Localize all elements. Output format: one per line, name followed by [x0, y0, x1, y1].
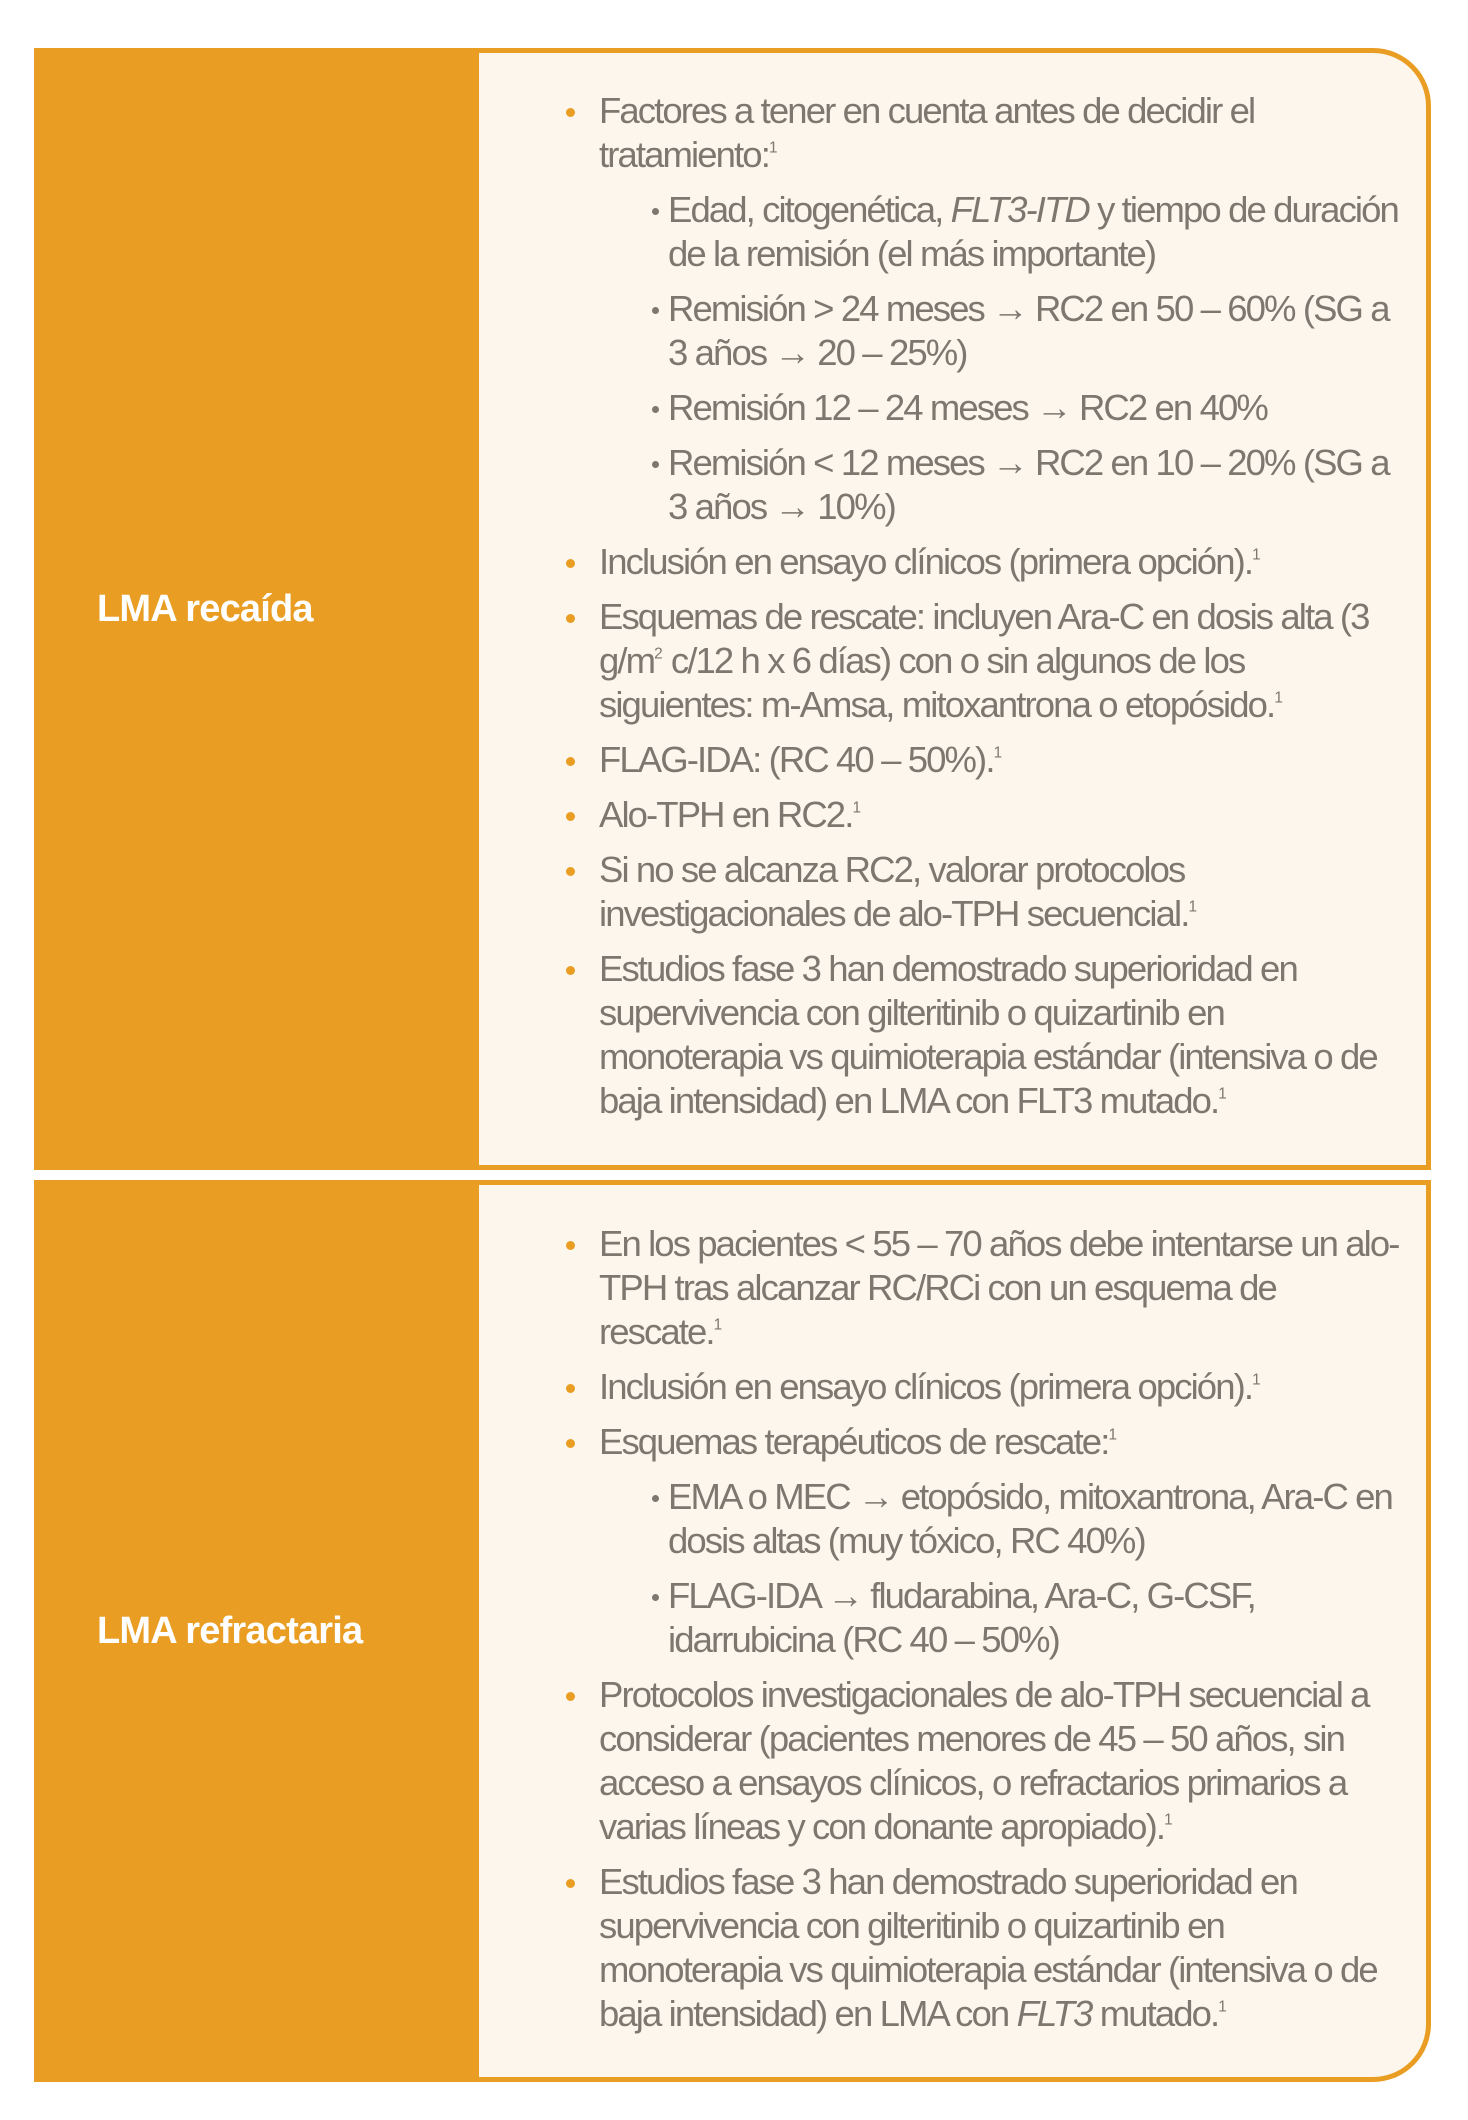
reference-superscript: 1 [852, 799, 861, 817]
section-content [479, 53, 1426, 1165]
text-run: Estudios fase 3 han demostrado superioridad en supervivencia con gilteritinib o quizartinib en monoterapia vs quimioterapia estándar (intensiva o de baja intensidad) en LMA con FLT3 mutado. [599, 948, 1377, 1121]
sub-list [599, 1475, 1402, 1662]
reference-superscript: 1 [1218, 1998, 1227, 2016]
list-item [566, 1222, 1402, 1354]
text-run: En los pacientes < 55 – 70 años debe intentarse un alo-TPH tras alcanzar RC/RCi con un esquema de rescate. [599, 1223, 1399, 1352]
list-item [566, 540, 1402, 584]
reference-superscript: 1 [1274, 689, 1283, 707]
text-run: Si no se alcanza RC2, valorar protocolos investigacionales de alo-TPH secuencial. [599, 849, 1189, 934]
section-content [479, 1185, 1426, 2077]
text-run: Inclusión en ensayo clínicos (primera opción). [599, 541, 1253, 582]
list-item [566, 595, 1402, 727]
reference-superscript: 1 [1218, 1085, 1227, 1103]
text-run: Edad, citogenética, [668, 189, 951, 230]
text-run: Factores a tener en cuenta antes de decidir el tratamiento: [599, 90, 1255, 175]
sub-list-item [566, 188, 1402, 276]
sub-list-item [566, 1475, 1402, 1563]
bullet-list [566, 89, 1402, 1123]
list-item [566, 1365, 1402, 1409]
sub-list-item [566, 1574, 1402, 1662]
reference-superscript: 1 [1252, 1371, 1261, 1389]
text-run: FLAG-IDA: (RC 40 – 50%). [599, 739, 994, 780]
reference-superscript: 1 [713, 1316, 723, 1334]
text-run: y tiempo de duración de la remisión (el más importante) [668, 189, 1398, 274]
text-run: Inclusión en ensayo clínicos (primera opción). [599, 1366, 1253, 1407]
text-run: Estudios fase 3 han demostrado superioridad en supervivencia con gilteritinib o quizartinib en monoterapia vs quimioterapia estándar (intensiva o de baja intensidad) en LMA con [599, 1861, 1377, 2034]
reference-superscript: 1 [1164, 1811, 1173, 1829]
list-item [566, 848, 1402, 936]
text-run: FLAG-IDA → fludarabina, Ara-C, G-CSF, idarrubicina (RC 40 – 50%) [668, 1575, 1255, 1660]
sub-list-item [566, 441, 1402, 529]
section-card-lma-refractaria [34, 1180, 1431, 2082]
section-header [39, 1185, 479, 2077]
list-item [566, 1860, 1402, 2036]
text-run: EMA o MEC → etopósido, mitoxantrona, Ara-C en dosis altas (muy tóxico, RC 40%) [668, 1476, 1392, 1561]
sub-list-item [566, 386, 1402, 430]
text-run: Esquemas terapéuticos de rescate: [599, 1421, 1109, 1462]
section-label: LMA recaída [97, 587, 313, 630]
section-label: LMA refractaria [97, 1609, 363, 1652]
reference-superscript: 1 [1108, 1426, 1117, 1444]
list-item [566, 738, 1402, 782]
bullet-list [566, 1222, 1402, 2036]
text-run: Remisión < 12 meses → RC2 en 10 – 20% (SG a 3 años → 10%) [668, 442, 1389, 527]
text-run: Alo-TPH en RC2. [599, 794, 853, 835]
list-item [566, 1673, 1402, 1849]
text-run: Remisión 12 – 24 meses → RC2 en 40% [668, 387, 1267, 428]
text-run: c/12 h x 6 días) con o sin algunos de los siguientes: m-Amsa, mitoxantrona o etopósido. [599, 640, 1275, 725]
sub-list [599, 188, 1402, 529]
list-item [566, 793, 1402, 837]
text-run: Protocolos investigacionales de alo-TPH secuencial a considerar (pacientes menores de 45 – 50 años, sin acceso a ensayos clínicos, o refractarios primarios a varias líneas y con donante apropiado). [599, 1674, 1369, 1847]
reference-superscript: 2 [654, 645, 663, 663]
sub-list-item [566, 287, 1402, 375]
list-item [566, 89, 1402, 529]
text-run: Remisión > 24 meses → RC2 en 50 – 60% (SG a 3 años → 20 – 25%) [668, 288, 1389, 373]
reference-superscript: 1 [768, 139, 778, 157]
reference-superscript: 1 [1252, 546, 1261, 564]
italic-text: FLT3 [1016, 1993, 1092, 2034]
reference-superscript: 1 [993, 744, 1003, 762]
list-item [566, 1420, 1402, 1662]
list-item [566, 947, 1402, 1123]
text-run: Esquemas de rescate: incluyen Ara-C en dosis alta (3 g/m [599, 596, 1369, 681]
italic-text: FLT3-ITD [950, 189, 1089, 230]
section-card-lma-recaida [34, 48, 1431, 1170]
text-run: mutado. [1091, 1993, 1219, 2034]
reference-superscript: 1 [1188, 898, 1197, 916]
section-header [39, 53, 479, 1165]
